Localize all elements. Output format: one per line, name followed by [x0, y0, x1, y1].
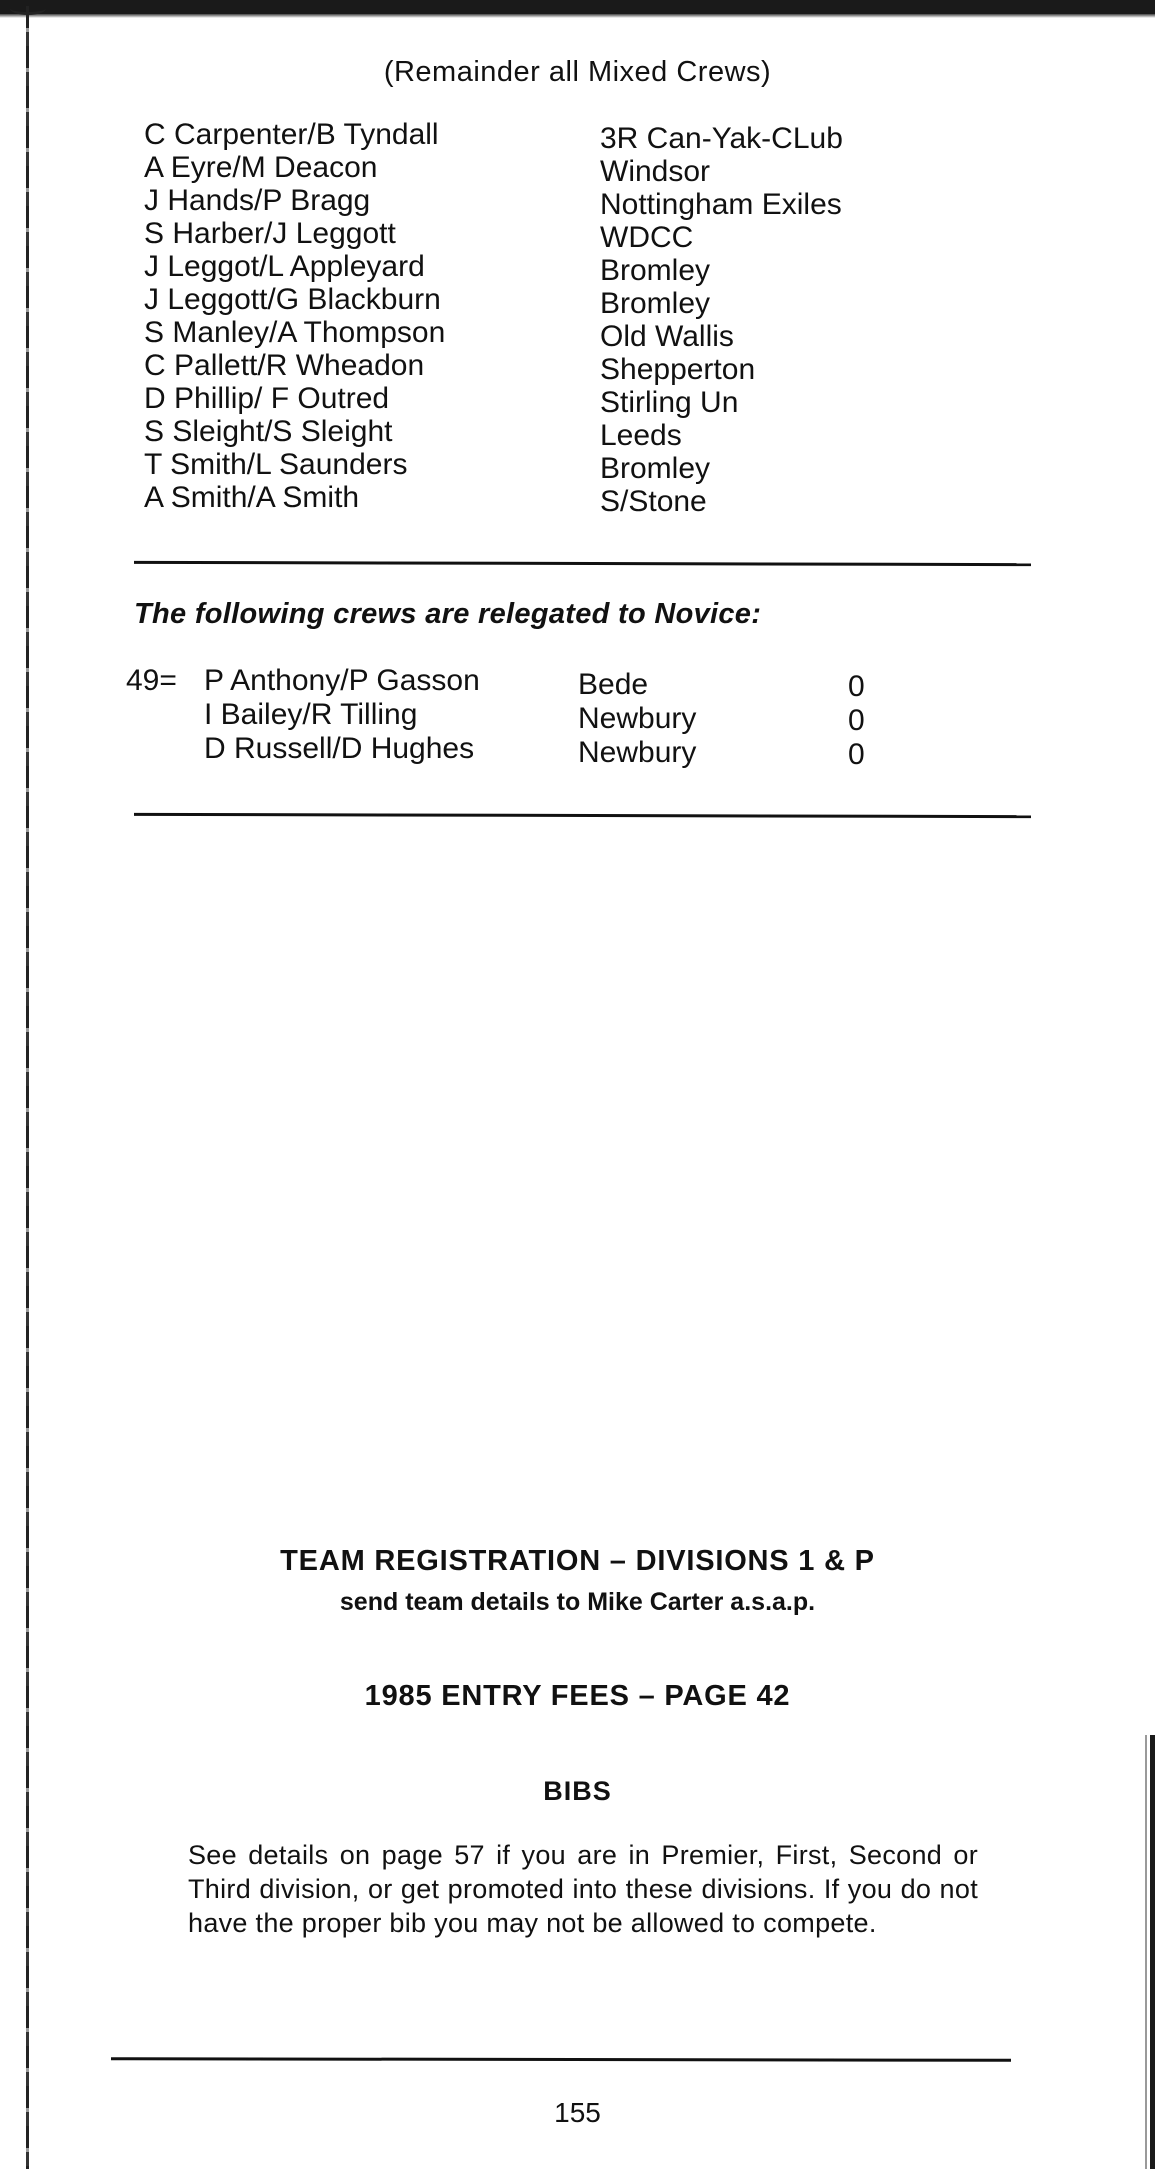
- crew-name: T Smith/L Saunders: [144, 448, 408, 481]
- crew-row: [144, 184, 904, 221]
- relegated-row: [126, 698, 906, 737]
- crew-club: Bromley: [600, 287, 711, 320]
- relegated-heading: The following crews are relegated to Novice:: [134, 598, 762, 630]
- crew-name: A Smith/A Smith: [144, 481, 360, 514]
- crew-name: J Hands/P Bragg: [144, 184, 371, 217]
- relegated-points: 0: [848, 670, 865, 703]
- divider: [134, 813, 1031, 818]
- crew-name: J Leggott/G Blackburn: [144, 283, 441, 316]
- bibs-paragraph: See details on page 57 if you are in Premier, First, Second or Third division, or get promoted into these divisions. If you do not have the proper bib you may not be allowed to compete.: [188, 1840, 978, 1938]
- bibs-heading: BIBS: [543, 1776, 612, 1806]
- crew-club: Bromley: [600, 254, 711, 287]
- relegated-crew: I Bailey/R Tilling: [204, 698, 418, 731]
- relegated-points: 0: [848, 738, 865, 771]
- crew-row: [144, 415, 904, 452]
- relegated-club: Newbury: [578, 736, 697, 769]
- crew-row: [144, 118, 904, 155]
- relegated-club: Newbury: [578, 702, 697, 735]
- relegated-position: 49=: [126, 664, 177, 697]
- team-registration-notice: TEAM REGISTRATION – DIVISIONS 1 & P: [280, 1545, 875, 1577]
- entry-fees-notice: 1985 ENTRY FEES – PAGE 42: [364, 1680, 791, 1712]
- footer-divider: [111, 2057, 1011, 2062]
- crew-row: [144, 349, 904, 386]
- relegated-points: 0: [848, 704, 865, 737]
- crew-name: C Carpenter/B Tyndall: [144, 118, 439, 151]
- crew-row: [144, 448, 904, 485]
- crew-club: Shepperton: [600, 353, 756, 386]
- crew-club: Old Wallis: [600, 320, 734, 353]
- crew-name: J Leggot/L Appleyard: [144, 250, 425, 283]
- divider: [134, 561, 1031, 566]
- section-subtitle: (Remainder all Mixed Crews): [383, 56, 772, 88]
- crew-club: Leeds: [600, 419, 682, 452]
- crew-club: Windsor: [600, 155, 711, 188]
- relegated-position: [126, 698, 204, 732]
- crew-name: S Harber/J Leggott: [144, 217, 396, 250]
- page-number: 155: [554, 2097, 601, 2128]
- relegated-row: [126, 664, 906, 703]
- crew-club: 3R Can-Yak-CLub: [600, 122, 843, 155]
- crew-row: [144, 250, 904, 287]
- crew-name: A Eyre/M Deacon: [144, 151, 378, 184]
- crew-name: C Pallett/R Wheadon: [144, 349, 425, 382]
- crew-row: [144, 217, 904, 254]
- crew-row: [144, 316, 904, 353]
- crew-list: [144, 118, 904, 518]
- relegated-club: Bede: [578, 668, 649, 701]
- crew-name: S Sleight/S Sleight: [144, 415, 393, 448]
- crew-row: [144, 283, 904, 320]
- relegated-crew: D Russell/D Hughes: [204, 732, 475, 765]
- team-registration-instruction: send team details to Mike Carter a.s.a.p.: [339, 1588, 816, 1616]
- relegated-position: [126, 732, 204, 766]
- relegated-table: [126, 664, 906, 771]
- crew-name: S Manley/A Thompson: [144, 316, 446, 349]
- crew-row: [144, 151, 904, 188]
- scan-left-binding-edge: [26, 6, 29, 2169]
- scan-top-border: [0, 0, 1155, 14]
- crew-club: Bromley: [600, 452, 711, 485]
- crew-row: [144, 481, 904, 518]
- crew-row: [144, 382, 904, 419]
- relegated-crew: P Anthony/P Gasson: [204, 664, 480, 697]
- crew-club: Stirling Un: [600, 386, 739, 419]
- crew-club: S/Stone: [600, 485, 707, 518]
- scan-top-shadow: [0, 14, 1155, 18]
- crew-club: WDCC: [600, 221, 694, 254]
- crew-club: Nottingham Exiles: [600, 188, 842, 221]
- crew-name: D Phillip/ F Outred: [144, 382, 390, 415]
- relegated-row: [126, 732, 906, 771]
